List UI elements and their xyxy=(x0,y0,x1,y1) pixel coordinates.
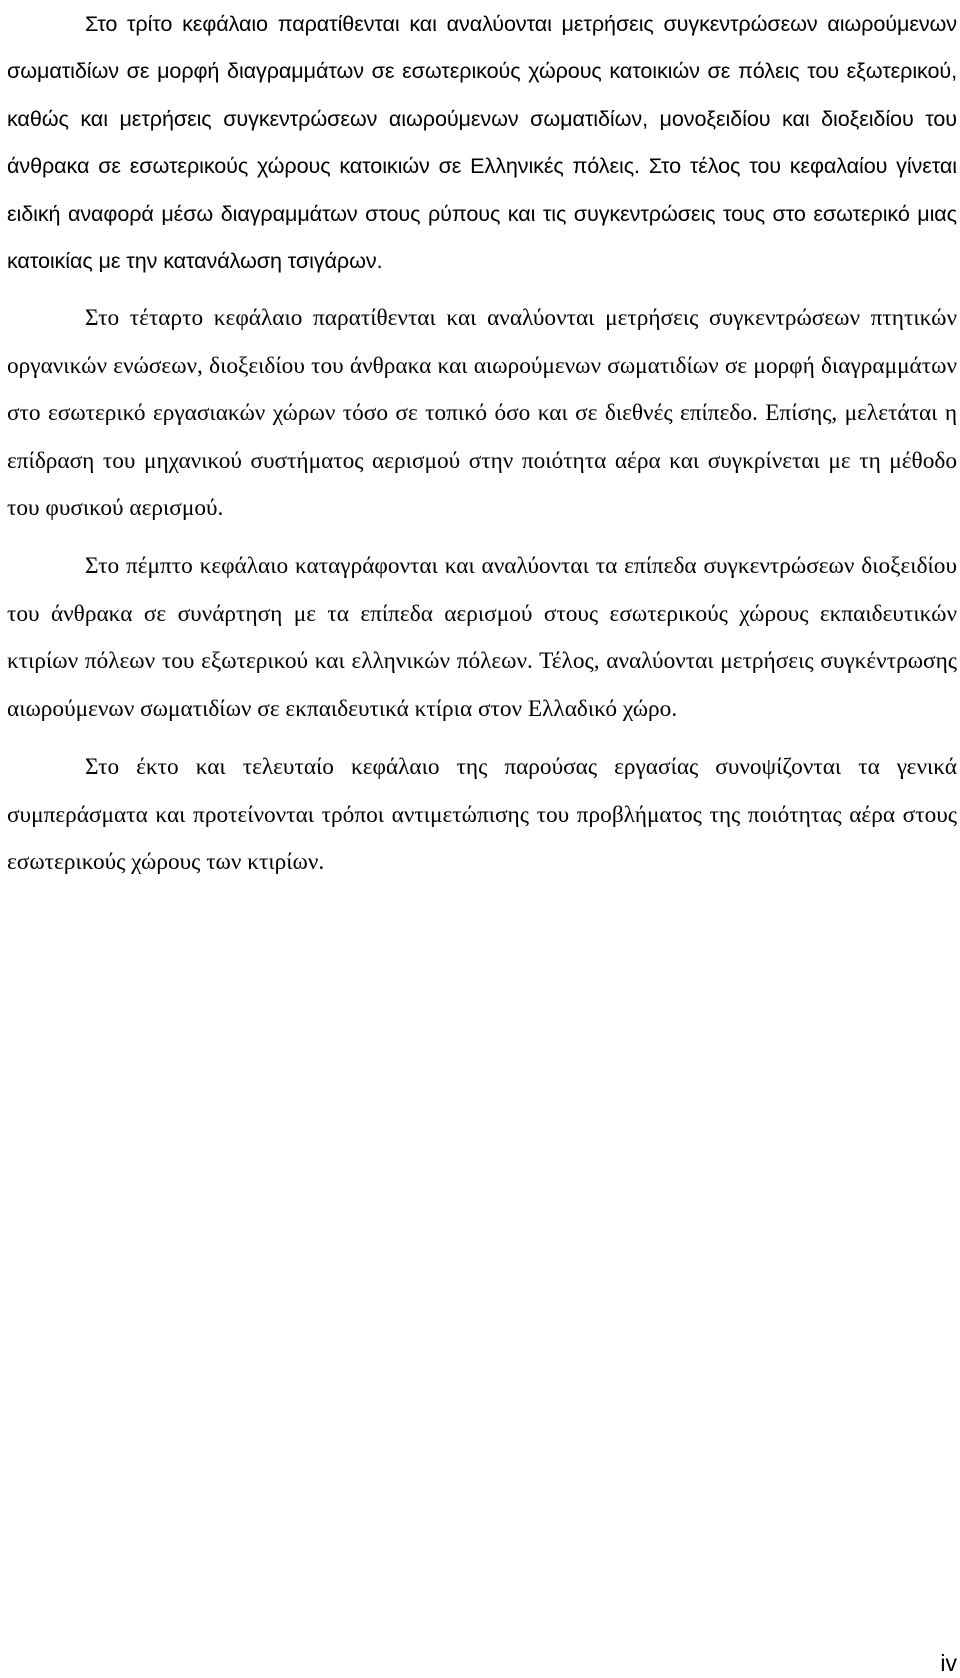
paragraph-chapter-6: Στο έκτο και τελευταίο κεφάλαιο της παρούσας εργασίας συνοψίζονται τα γενικά συμπεράσματα και προτείνονται τρόποι αντιμετώπισης του προβλήματος της ποιότητας αέρα στους εσωτερικούς χώρους των κτιρίων. xyxy=(7,754,957,875)
body-text xyxy=(7,0,957,886)
paragraph-chapter-3: Στο τρίτο κεφάλαιο παρατίθενται και αναλύονται μετρήσεις συγκεντρώσεων αιωρούμενων σωματιδίων σε μορφή διαγραμμάτων σε εσωτερικούς χώρους κατοικιών σε πόλεις του εξωτερικού, καθώς και μετρήσεις συγκεντρώσεων αιωρούμενων σωματιδίων, μονοξειδίου και διοξειδίου του άνθρακα σε εσωτερικούς χώρους κατοικιών σε Ελληνικές πόλεις. Στο τέλος του κεφαλαίου γίνεται ειδική αναφορά μέσω διαγραμμάτων στους ρύπους και τις συγκεντρώσεις τους στο εσωτερικό μιας κατοικίας με την κατανάλωση τσιγάρων. xyxy=(7,11,957,274)
paragraph-chapter-5: Στο πέμπτο κεφάλαιο καταγράφονται και αναλύονται τα επίπεδα συγκεντρώσεων διοξειδίου του άνθρακα σε συνάρτηση με τα επίπεδα αερισμού στους εσωτερικούς χώρους εκπαιδευτικών κτιρίων πόλεων του εξωτερικού και ελληνικών πόλεων. Τέλος, αναλύονται μετρήσεις συγκέντρωσης αιωρούμενων σωματιδίων σε εκπαιδευτικά κτίρια στον Ελλαδικό χώρο. xyxy=(7,553,957,722)
paragraph-chapter-4: Στο τέταρτο κεφάλαιο παρατίθενται και αναλύονται μετρήσεις συγκεντρώσεων πτητικών οργανικών ενώσεων, διοξειδίου του άνθρακα και αιωρούμενων σωματιδίων σε μορφή διαγραμμάτων στο εσωτερικό εργασιακών χώρων τόσο σε τοπικό όσο και σε διεθνές επίπεδο. Επίσης, μελετάται η επίδραση του μηχανικού συστήματος αερισμού στην ποιότητα αέρα και συγκρίνεται με τη μέθοδο του φυσικού αερισμού. xyxy=(7,305,957,522)
page-number: iv xyxy=(940,1650,957,1676)
